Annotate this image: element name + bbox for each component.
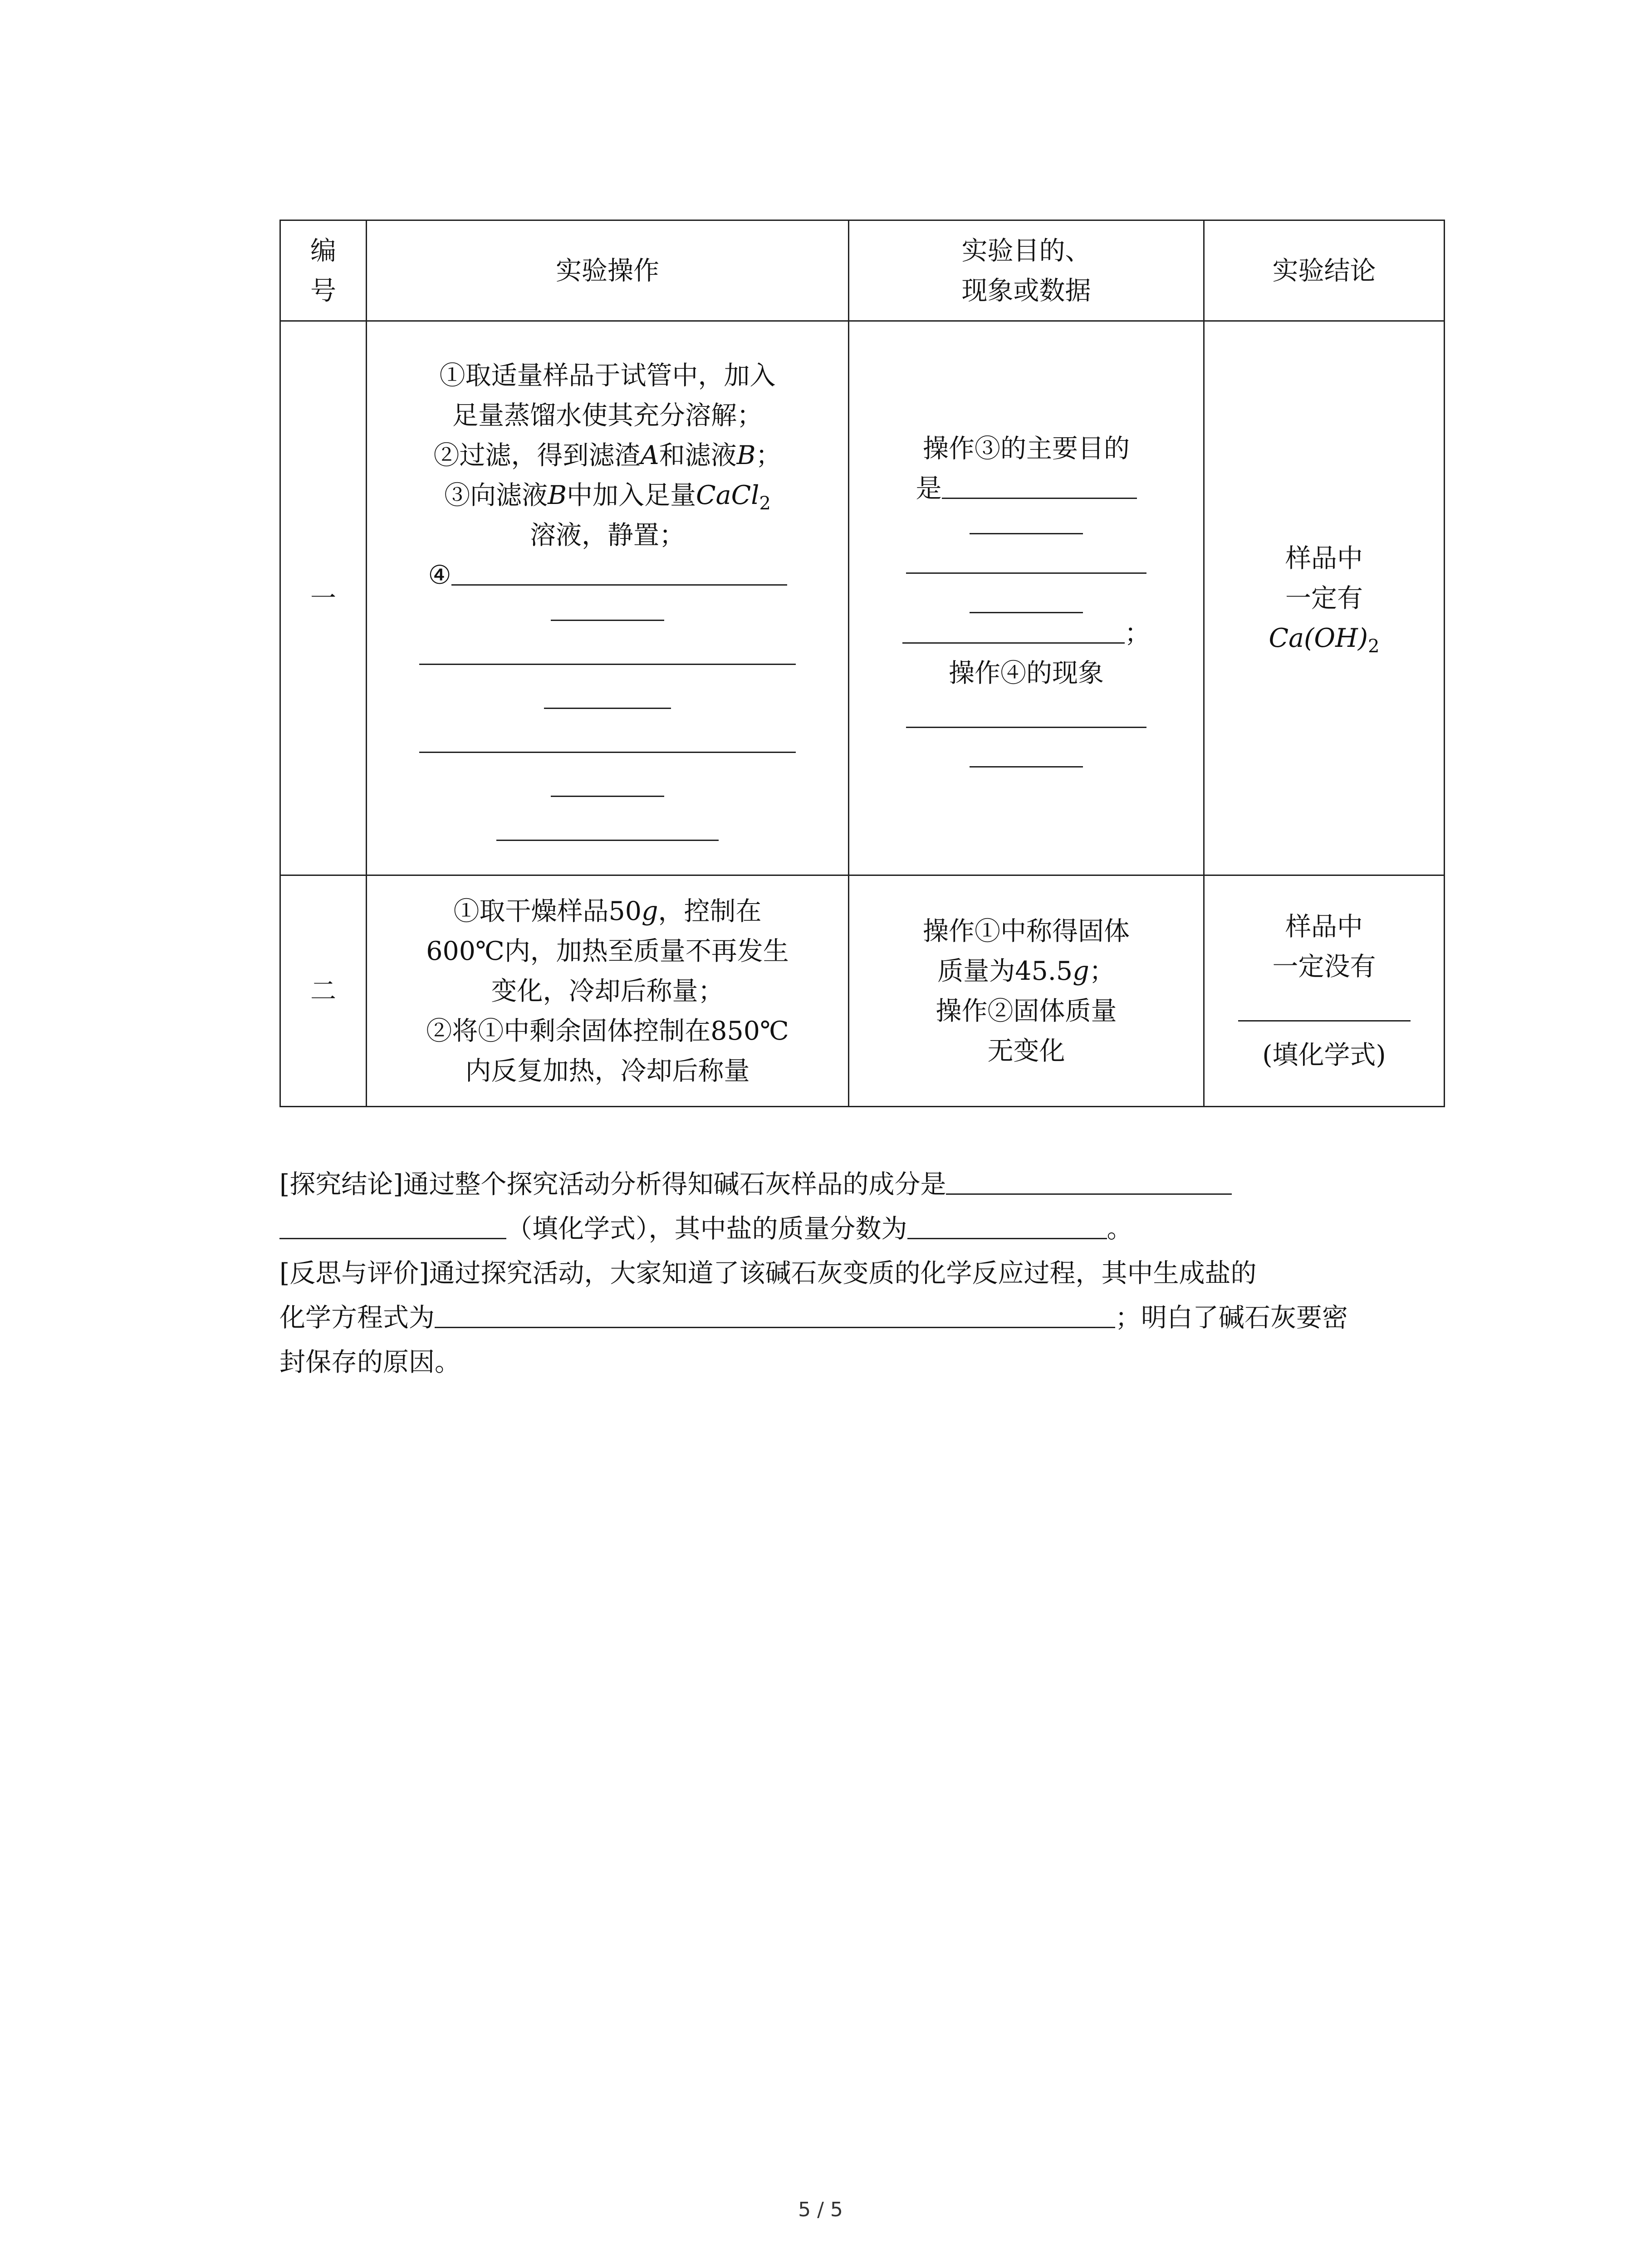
row2-operation (367, 875, 849, 1107)
purpose-blank-cont[interactable] (902, 615, 1125, 644)
purpose-blank-cont[interactable] (970, 508, 1083, 534)
row2-number: 二 (280, 875, 367, 1107)
table-row (280, 321, 1445, 875)
header-purpose-line2: 现象或数据 (961, 275, 1091, 306)
operation4-blank-cont[interactable] (544, 683, 671, 709)
formula-blank[interactable] (1238, 996, 1411, 1022)
row1-conclusion (1204, 321, 1445, 875)
row1-op-line1: ①取适量样品于试管中，加入 (439, 360, 776, 391)
experiment-table (279, 220, 1445, 1107)
row1-purpose-line3: 操作④的现象 (949, 658, 1104, 688)
table-row (280, 875, 1445, 1107)
reflection-line1: [反思与评价]通过探究活动，大家知道了该碱石灰变质的化学反应过程，其中生成盐的 (279, 1258, 1257, 1288)
row2-concl-line3: (填化学式) (1262, 1040, 1386, 1070)
row1-concl-line2: 一定有 (1285, 583, 1363, 613)
header-purpose-line1: 实验目的、 (961, 235, 1091, 266)
row1-number: 一 (280, 321, 367, 875)
row1-op-line6: ④ (374, 555, 841, 595)
row2-op-line2: 600℃内，加热至质量不再发生 (426, 936, 789, 966)
phenomenon-blank-cont[interactable] (970, 742, 1083, 767)
page-number: 5 / 5 (798, 2198, 843, 2221)
row2-conclusion (1204, 875, 1445, 1107)
row2-purpose-line4: 无变化 (987, 1036, 1065, 1066)
composition-blank-cont[interactable] (279, 1211, 506, 1239)
operation4-blank[interactable] (451, 557, 787, 586)
header-conclusion: 实验结论 (1204, 220, 1445, 321)
row1-op-line5: 溶液，静置； (530, 520, 685, 550)
conclusion-line1: [探究结论]通过整个探究活动分析得知碱石灰样品的成分是 (279, 1163, 1444, 1201)
row2-concl-line1: 样品中 (1285, 912, 1363, 942)
row1-operation (367, 321, 849, 875)
equation-blank[interactable] (435, 1300, 1115, 1328)
header-operation: 实验操作 (367, 220, 849, 321)
row1-purpose (849, 321, 1204, 875)
row2-op-line5: 内反复加热，冷却后称量 (465, 1056, 750, 1086)
operation4-blank-cont[interactable] (419, 639, 796, 665)
row2-op-line3: 变化，冷却后称量； (491, 976, 724, 1006)
composition-blank[interactable] (946, 1166, 1232, 1195)
mass-fraction-blank[interactable] (907, 1211, 1107, 1239)
header-number-line1: 编 (310, 235, 336, 266)
reflection-line3: 封保存的原因。 (279, 1347, 460, 1377)
phenomenon-blank[interactable] (906, 702, 1146, 728)
row2-purpose-line1: 操作①中称得固体 (923, 916, 1130, 946)
purpose-blank[interactable] (942, 470, 1137, 499)
purpose-blank-cont[interactable] (906, 548, 1146, 574)
row1-purpose-line2: 是 (857, 469, 1196, 508)
header-number-line2: 号 (310, 275, 336, 306)
row1-purpose-line1: 操作③的主要目的 (923, 434, 1130, 464)
purpose-blank-cont[interactable] (970, 587, 1083, 613)
operation4-blank-cont[interactable] (419, 727, 796, 753)
row2-op-line4: ②将①中剩余固体控制在850℃ (426, 1016, 789, 1046)
operation4-blank-cont[interactable] (551, 771, 664, 797)
operation4-blank-cont[interactable] (496, 815, 719, 841)
row2-purpose-line2: 质量为45.5g； (937, 956, 1115, 986)
row1-op-line3: ②过滤，得到滤渣A和滤液B； (433, 440, 782, 470)
row1-concl-line1: 样品中 (1285, 543, 1363, 573)
header-purpose (849, 220, 1204, 321)
row1-concl-formula: $Ca(OH)_2$ (1269, 623, 1380, 657)
row2-purpose (849, 875, 1204, 1107)
row1-purpose-semicolon-line: ； (857, 613, 1196, 653)
conclusion-line2: （填化学式），其中盐的质量分数为 。 (279, 1208, 1444, 1245)
row2-concl-line2: 一定没有 (1272, 952, 1376, 982)
row2-op-line1: ①取干燥样品50g，控制在 (453, 896, 762, 926)
operation4-blank-cont[interactable] (551, 595, 664, 621)
row2-purpose-line3: 操作②固体质量 (936, 996, 1117, 1026)
header-number (280, 220, 367, 321)
row1-op-line2: 足量蒸馏水使其充分溶解； (452, 400, 763, 430)
reflection-line2: 化学方程式为 ；明白了碱石灰要密 (279, 1297, 1444, 1334)
table-header-row (280, 220, 1445, 321)
row1-op-line4: ③向滤液B中加入足量CaCl$_2$ (444, 480, 771, 514)
